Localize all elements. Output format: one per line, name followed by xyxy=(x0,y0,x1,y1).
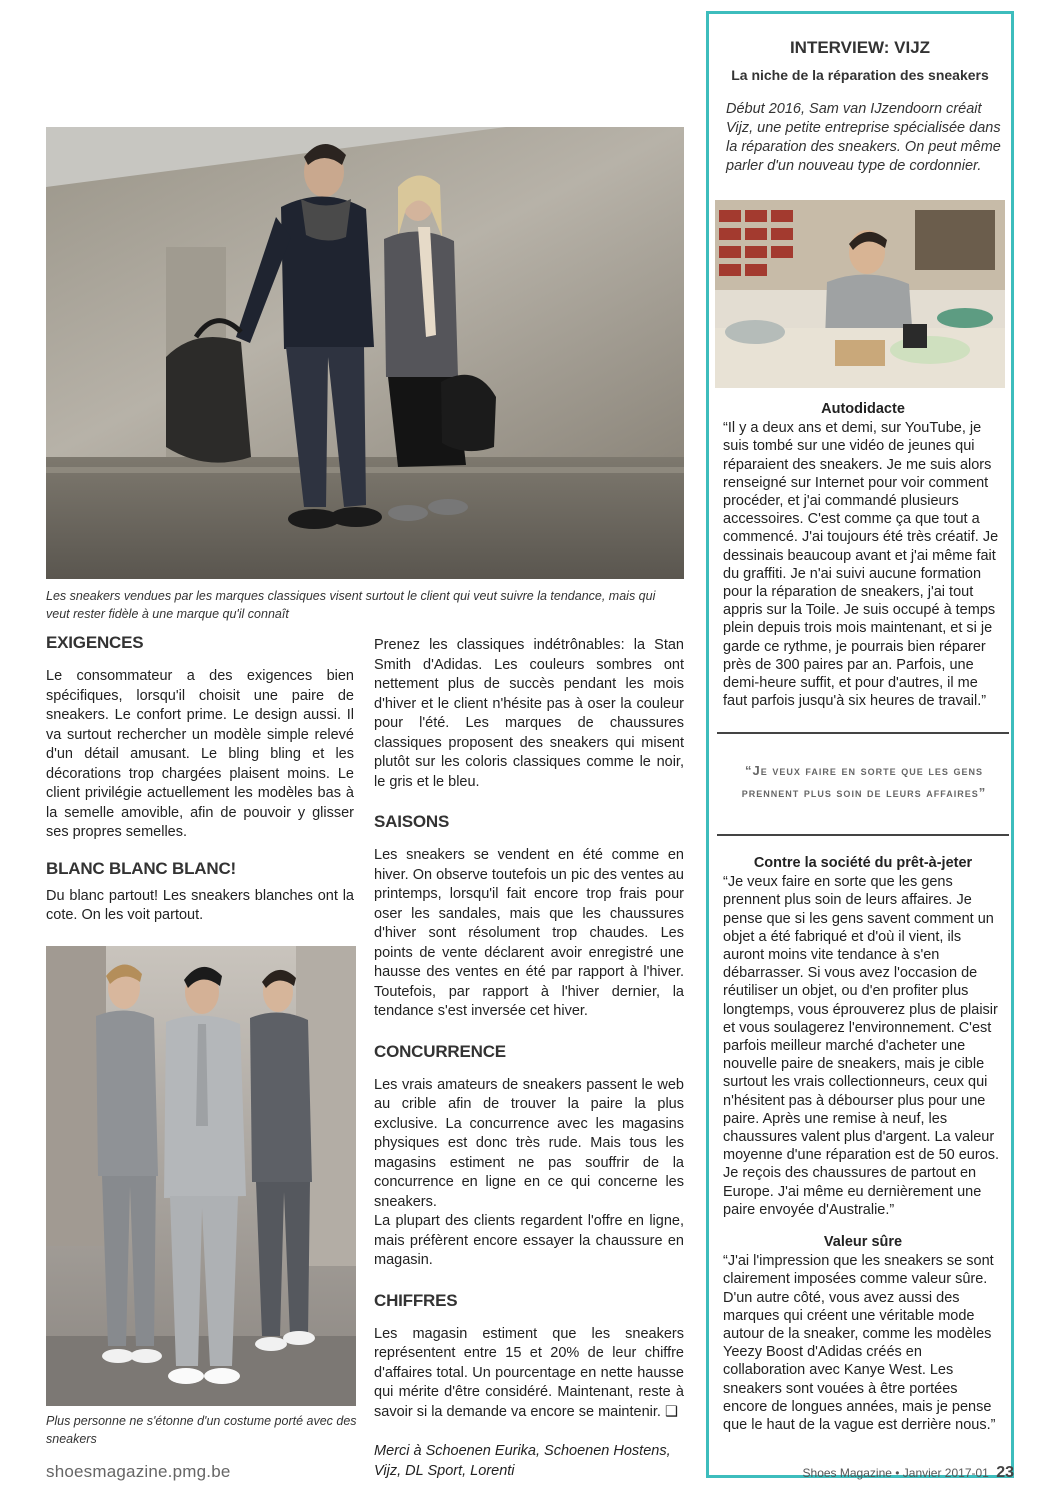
sidebar-intro: Début 2016, Sam van IJzendoorn créait Vijz, une petite entreprise spécialisée dans la réparation des sneakers. On peut même parler d'un nouveau type de cordonnier. xyxy=(726,101,1001,174)
pull-quote-bottom-rule xyxy=(717,834,1009,836)
column-left xyxy=(46,633,354,926)
footer-issue-label: Shoes Magazine • Janvier 2017-01 xyxy=(802,1466,989,1480)
paragraph-societe: “Je veux faire en sorte que les gens prennent plus soin de leurs affaires. Je pense que si les gens savent comment un objet a été fabriqué et d'où il vient, ils auront moins vite tendance à s'en débarrasser. Si vous avez l'occasion de réutiliser un objet, ou d'en profiter plus longtemps, vous éprouverez plus de plaisir et vous soulagerez l'environnement. C'est parfois meilleur marché d'acheter une nouvelle paire de sneakers, mais je cible surtout les vrais collectionneurs, ceux qui n'hésitent pas à débourser plus pour une paire. Après une remise à neuf, les chaussures valent plus d'argent. La valeur moyenne d'une réparation est de 50 euros. Je reçois des chaussures de partout en Europe. J'ai même eu dernièrement une paire envoyée d'Australie.” xyxy=(723,874,1000,1218)
paragraph-intro: Prenez les classiques indétrônables: la Stan Smith d'Adidas. Les couleurs sombres ont nettement plus de succès pendant les mois d'hiver et le client n'hésite pas à oser la couleur pour l'été. Les marques de chaussures classiques proposent des sneakers qui misent plutôt sur les coloris classiques comme le noir, le gris et le bleu. xyxy=(374,637,684,790)
paragraph-blanc: Du blanc partout! Les sneakers blanches ont la cote. On les voit partout. xyxy=(46,887,354,923)
paragraph-exigences: Le consommateur a des exigences bien spécifiques, lorsqu'il choisit une paire de sneakers. Le confort prime. Le design aussi. Il va surtout rechercher un modèle simple relevé d'un détail amusant. Le bling bling et les décorations trop chargées plaisent moins. Le client privilégie actuellement les modèles bas à la semelle amovible, afin de pouvoir y glisser ses propres semelles. xyxy=(46,668,354,840)
heading-blanc: BLANC BLANC BLANC! xyxy=(46,858,236,878)
suits-photo xyxy=(46,946,356,1406)
page-number: 23 xyxy=(996,1464,1014,1481)
paragraph-concurrence-1: Les vrais amateurs de sneakers passent le web au crible afin de trouver la paire la plus exclusive. La concurrence avec les magasins physiques est donc très rude. Mais tous les magasins estiment ne pas souffrir de la concurrence en ligne en ce qui concerne les sneakers. xyxy=(374,1076,684,1210)
paragraph-autodidacte: “Il y a deux ans et demi, sur YouTube, je suis tombé sur une vidéo de jeunes qui réparaient des sneakers. Je me suis alors renseigné sur Internet pour voir comment procéder, et j'ai commandé plusieurs accessoires. C'est comme ça que tout a commencé. J'ai toujours été très créatif. Je dessinais beaucoup avant et j'ai même fait du graffiti. Je n'ai suivi aucune formation pour la réparation de sneakers, j'ai tout appris sur la Toile. Je suis occupé à temps plein depuis trois mois maintenant, et si je garde ce rythme, je pourrais bien réparer près de 300 paires par an. Parfois, une demi-heure suffit, et pour d'autres, il me faut parfois jusqu'à six heures de travail.” xyxy=(723,420,999,710)
section-autodidacte xyxy=(723,400,1003,710)
pull-quote-top-rule xyxy=(717,732,1009,734)
section-valeur xyxy=(723,1233,1003,1434)
suits-photo-caption: Plus personne ne s'étonne d'un costume porté avec des sneakers xyxy=(46,1414,357,1446)
heading-societe: Contre la société du prêt-à-jeter xyxy=(753,855,973,871)
paragraph-concurrence-2: La plupart des clients regardent l'offre en ligne, mais préfèrent encore essayer la chaussure en magasin. xyxy=(374,1213,684,1268)
sidebar-subtitle: La niche de la réparation des sneakers xyxy=(731,67,989,83)
paragraph-valeur: “J'ai l'impression que les sneakers se sont clairement imposées comme valeur sûre. D'un autre côté, vous avez aussi des marques qui créent une véritable mode autour de la sneaker, comme les modèles Yeezy Boost d'Adidas créés en collaboration avec Kanye West. Les sneakers sont vouées à être portées encore de longues années, mais je pense que le haut de la vague est derrière nous.” xyxy=(723,1253,996,1434)
workshop-photo xyxy=(715,200,1005,388)
column-middle xyxy=(374,636,684,1481)
heading-chiffres: CHIFFRES xyxy=(374,1290,458,1310)
paragraph-chiffres: Les magasin estiment que les sneakers représentent entre 15 et 20% de leur chiffre d'affaires total. Un pourcentage en nette hausse qui mérite d'être considéré. Maintenant, reste à savoir si la demande va encore se maintenir. ❑ xyxy=(374,1325,684,1420)
interview-sidebar xyxy=(706,11,1014,1478)
section-societe xyxy=(723,854,1003,1219)
couple-photo-caption: Les sneakers vendues par les marques classiques visent surtout le client qui veut suivre la tendance, mais qui veut rester fidèle à une marque qu'il connaît xyxy=(46,589,656,621)
heading-autodidacte: Autodidacte xyxy=(821,401,905,417)
heading-valeur: Valeur sûre xyxy=(823,1234,903,1250)
heading-saisons: SAISONS xyxy=(374,812,450,831)
heading-concurrence: CONCURRENCE xyxy=(374,1041,506,1061)
couple-photo xyxy=(46,127,684,579)
pull-quote: “Je veux faire en sorte que les gens prennent plus soin de leurs affaires” xyxy=(741,763,987,800)
footer-issue xyxy=(803,1464,1014,1482)
sidebar-title: INTERVIEW: VIJZ xyxy=(789,38,931,57)
heading-exigences: EXIGENCES xyxy=(46,633,144,652)
footer-website[interactable]: shoesmagazine.pmg.be xyxy=(46,1462,231,1481)
paragraph-merci: Merci à Schoenen Eurika, Schoenen Hostens, Vijz, DL Sport, Lorenti xyxy=(374,1443,671,1479)
paragraph-saisons: Les sneakers se vendent en été comme en hiver. On observe toutefois un pic des ventes au printemps, lorsqu'il fait encore trop frais pour oser les sandales, mais que les chaussures d'hiver sont résolument trop chaudes. Les points de vente déclarent avoir enregistré une hausse des ventes en été par rapport à l'hiver. Toutefois, par rapport à l'hiver dernier, la tendance s'est inversée cet hiver. xyxy=(374,847,684,1019)
